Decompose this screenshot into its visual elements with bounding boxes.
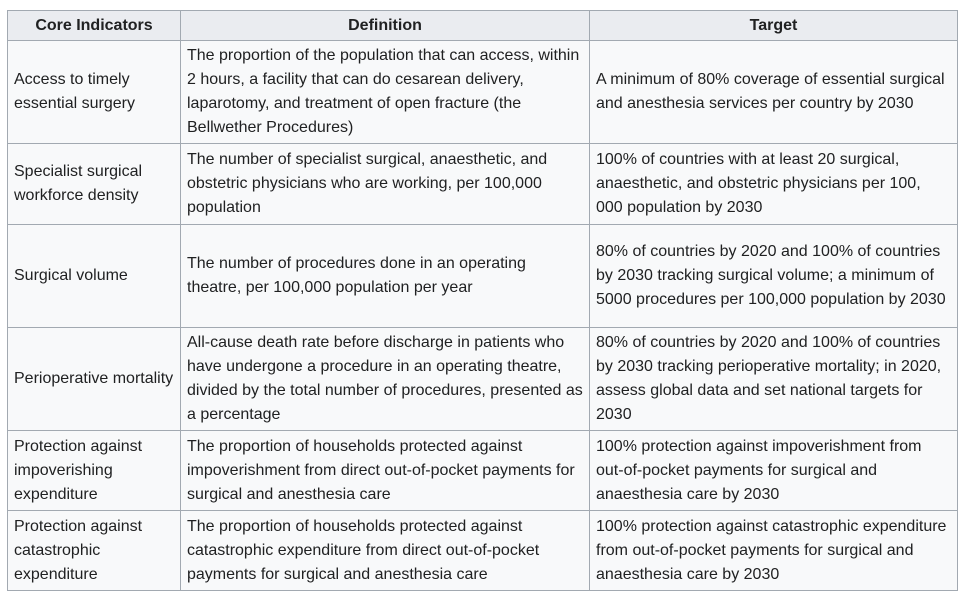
definition-cell: The proportion of the population that can access, within 2 hours, a facility that can do cesarean delivery, laparotomy, and treatment of open fracture (the Bellwether Procedures) xyxy=(181,41,590,144)
surgery-indicators-table xyxy=(7,10,958,591)
indicator-cell: Specialist surgical workforce density xyxy=(8,144,181,225)
target-cell: A minimum of 80% coverage of essential surgical and anesthesia services per country by 2030 xyxy=(590,41,958,144)
column-header-target: Target xyxy=(590,11,958,41)
target-cell: 80% of countries by 2020 and 100% of countries by 2030 tracking surgical volume; a minimum of 5000 procedures per 100,000 population by 2030 xyxy=(590,225,958,328)
column-header-definition: Definition xyxy=(181,11,590,41)
table-row xyxy=(8,431,958,511)
definition-cell: The number of specialist surgical, anaesthetic, and obstetric physicians who are working, per 100,000 population xyxy=(181,144,590,225)
target-cell: 100% of countries with at least 20 surgical, anaesthetic, and obstetric physicians per 100, 000 population by 2030 xyxy=(590,144,958,225)
target-cell: 80% of countries by 2020 and 100% of countries by 2030 tracking perioperative mortality; in 2020, assess global data and set national targets for 2030 xyxy=(590,328,958,431)
column-header-core-indicators: Core Indicators xyxy=(8,11,181,41)
definition-cell: All-cause death rate before discharge in patients who have undergone a procedure in an operating theatre, divided by the total number of procedures, presented as a percentage xyxy=(181,328,590,431)
indicator-cell: Protection against impoverishing expenditure xyxy=(8,431,181,511)
table-header-row xyxy=(8,11,958,41)
indicator-cell: Surgical volume xyxy=(8,225,181,328)
indicator-cell: Perioperative mortality xyxy=(8,328,181,431)
definition-cell: The proportion of households protected against catastrophic expenditure from direct out-of-pocket payments for surgical and anesthesia care xyxy=(181,511,590,591)
target-cell: 100% protection against impoverishment from out-of-pocket payments for surgical and anaesthesia care by 2030 xyxy=(590,431,958,511)
definition-cell: The number of procedures done in an operating theatre, per 100,000 population per year xyxy=(181,225,590,328)
table-row xyxy=(8,328,958,431)
indicator-cell: Access to timely essential surgery xyxy=(8,41,181,144)
definition-cell: The proportion of households protected against impoverishment from direct out-of-pocket payments for surgical and anesthesia care xyxy=(181,431,590,511)
target-cell: 100% protection against catastrophic expenditure from out-of-pocket payments for surgical and anaesthesia care by 2030 xyxy=(590,511,958,591)
indicator-cell: Protection against catastrophic expenditure xyxy=(8,511,181,591)
table-row xyxy=(8,144,958,225)
table-row xyxy=(8,511,958,591)
table-row xyxy=(8,225,958,328)
table-row xyxy=(8,41,958,144)
